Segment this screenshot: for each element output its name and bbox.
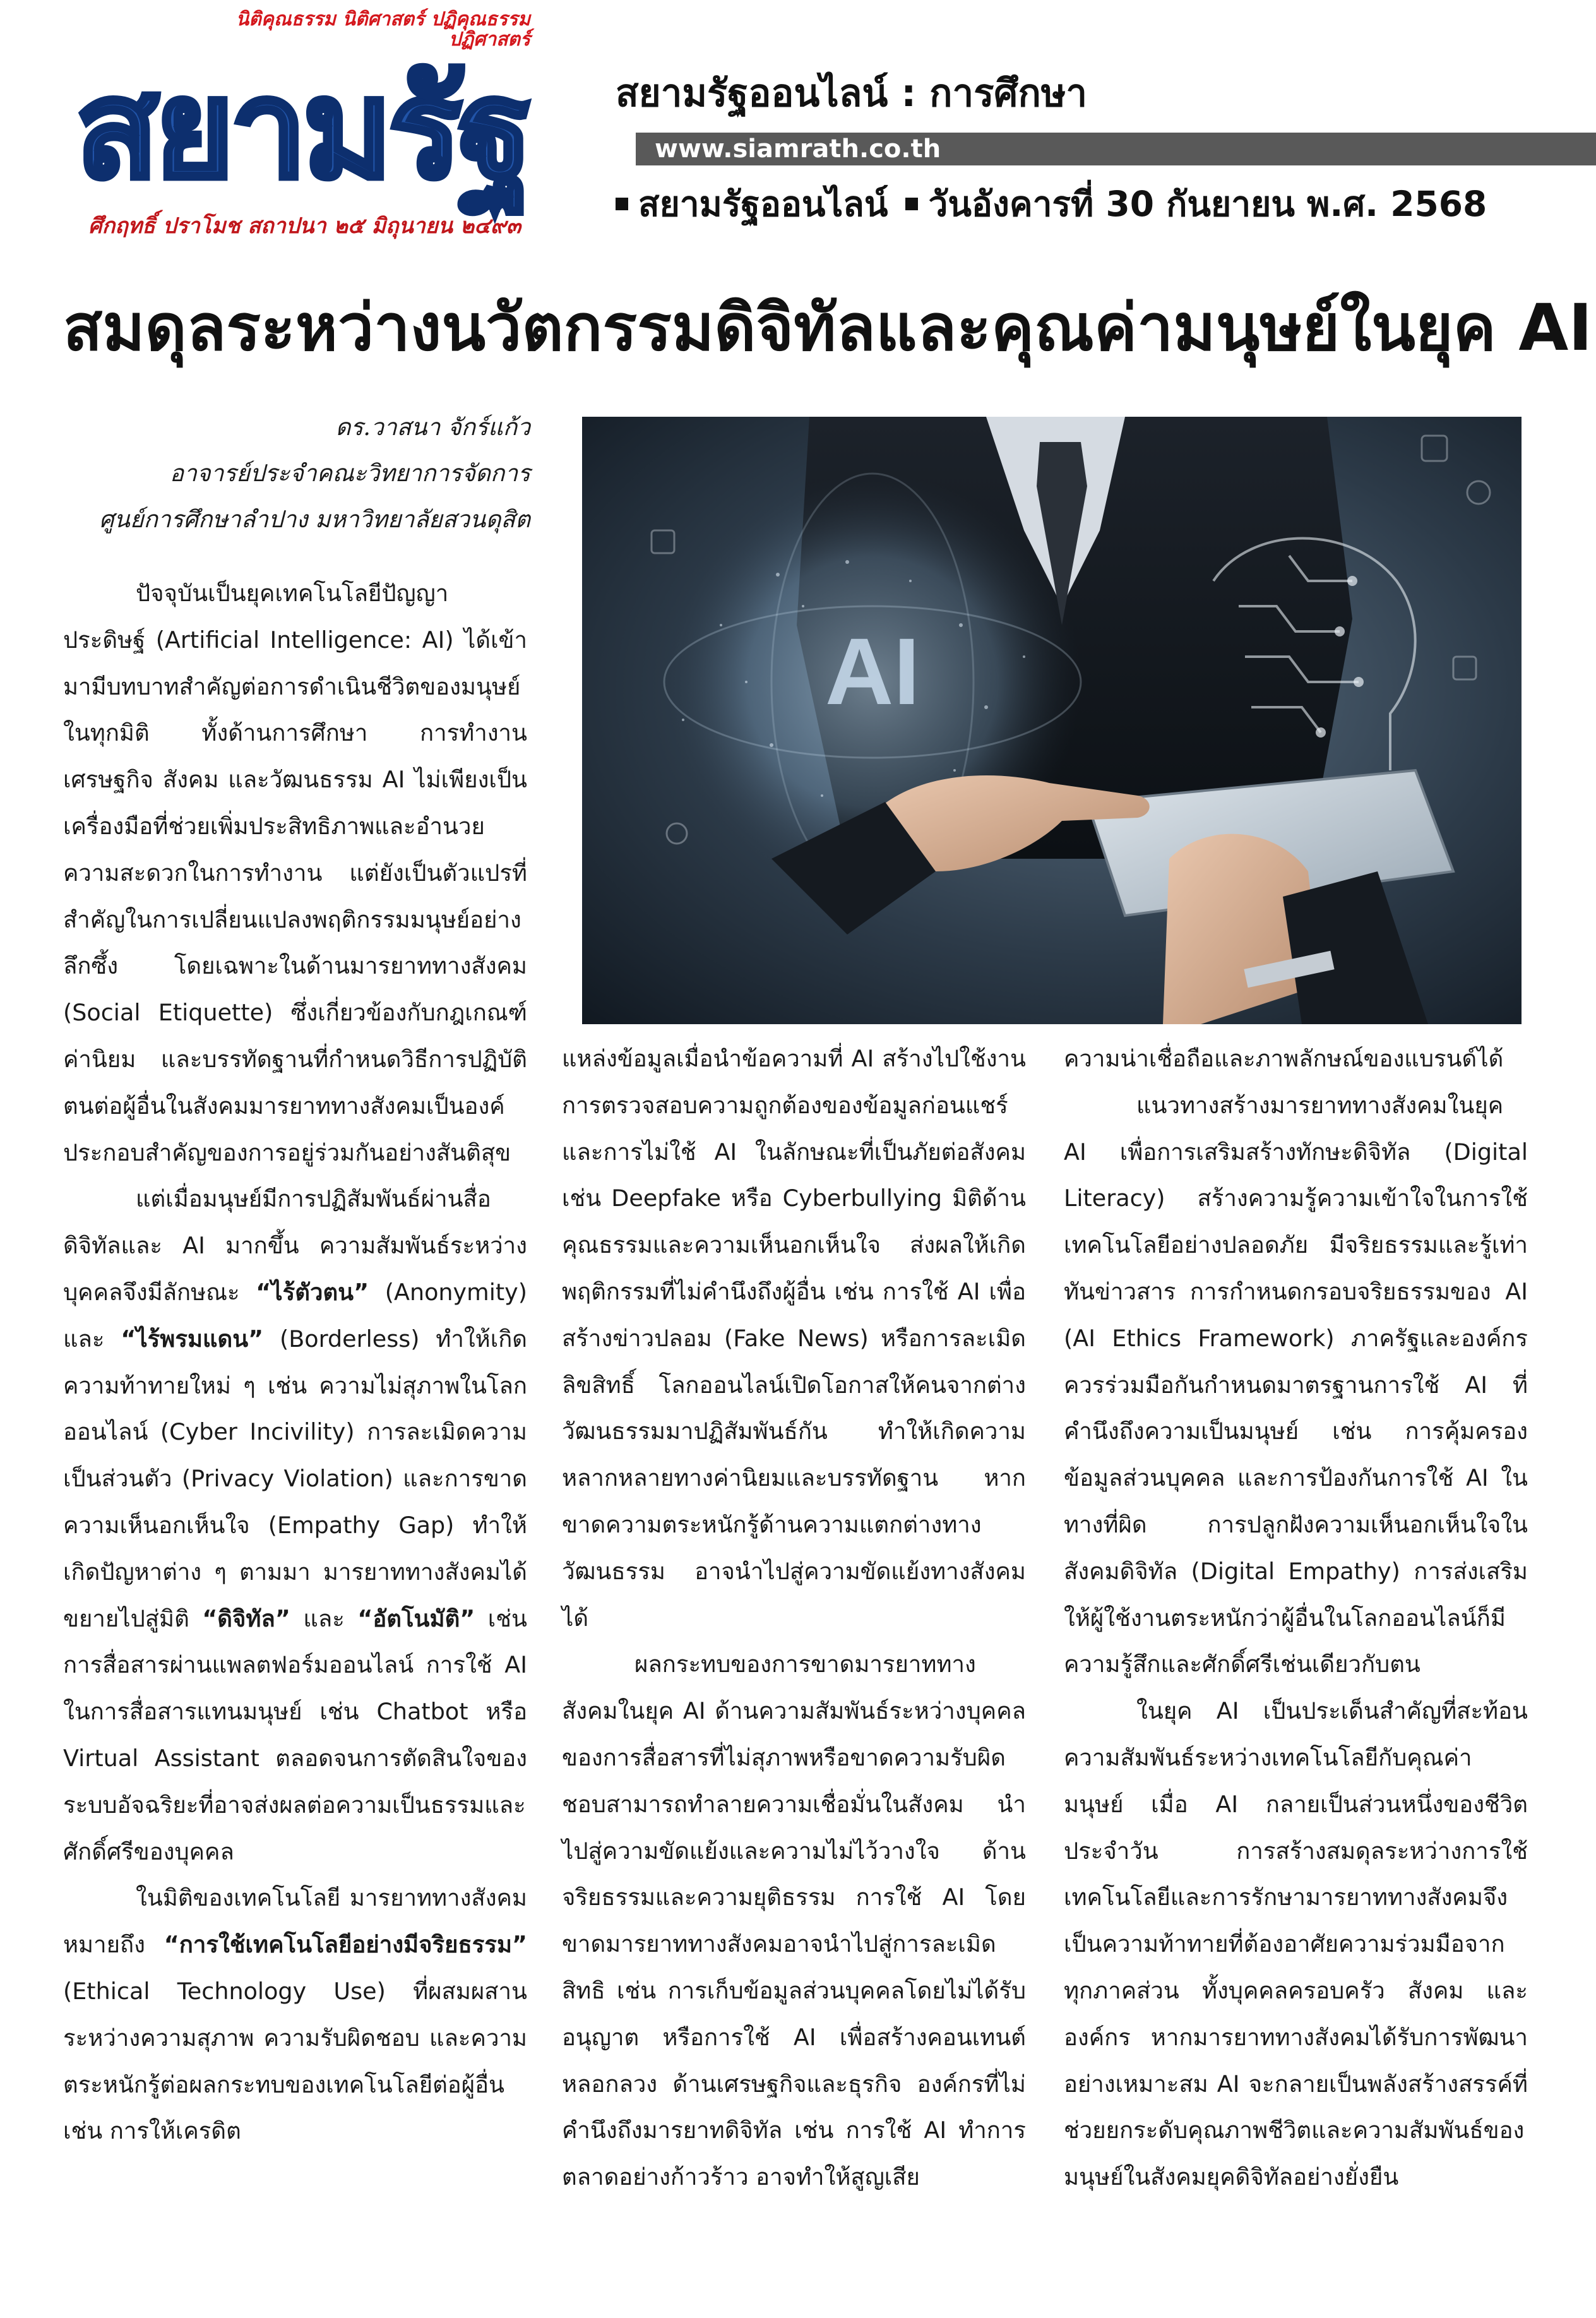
siamrath-logo [76, 9, 543, 253]
logo-founded-line: ศึกฤทธิ์ ปราโมช สถาปนา ๒๕ มิถุนายน ๒๔๙๓ [88, 213, 521, 239]
paragraph: ในมิติของเทคโนโลยี มารยาททางสังคม หมายถึง “การใช้เทคโนโลยีอย่างมีจริยธรรม” (Ethical Technology Use) ที่ผสมผสานระหว่างความสุภาพ ความรับผิดชอบ และความตระหนักรู้ต่อผลกระทบของเทคโนโลยีต่อผู้อื่น เช่น การให้เครดิต [63, 1884, 527, 2145]
paragraph: แนวทางสร้างมารยาททางสังคมในยุค AI เพื่อการเสริมสร้างทักษะดิจิทัล (Digital Literacy) สร้างความรู้ความเข้าใจในการใช้เทคโนโลยีอย่างปลอดภัย มีจริยธรรมและรู้เท่าทันข่าวสาร การกำหนดกรอบจริยธรรมของ AI (AI Ethics Framework) ภาครัฐและองค์กรควรร่วมมือกันกำหนดมาตรฐานการใช้ AI ที่คำนึงถึงความเป็นมนุษย์ เช่น การคุ้มครองข้อมูลส่วนบุคคล และการป้องกันการใช้ AI ในทางที่ผิด การปลูกฝังความเห็นอกเห็นใจในสังคมดิจิทัล (Digital Empathy) การส่งเสริมให้ผู้ใช้งานตระหนักว่าผู้อื่นในโลกออนไลน์ก็มีความรู้สึกและศักดิ์ศรีเช่นเดียวกับตน [1064, 1091, 1528, 1678]
author-affiliation: ศูนย์การศึกษาลำปาง มหาวิทยาลัยสวนดุสิต [99, 506, 530, 533]
paragraph: ในยุค AI เป็นประเด็นสำคัญที่สะท้อนความสัมพันธ์ระหว่างเทคโนโลยีกับคุณค่ามนุษย์ เมื่อ AI กลายเป็นส่วนหนึ่งของชีวิตประจำวัน การสร้างสมดุลระหว่างการใช้เทคโนโลยีและการรักษามารยาททางสังคมจึงเป็นความท้าทายที่ต้องอาศัยความร่วมมือจากทุกภาคส่วน ทั้งบุคคลครอบครัว สังคม และองค์กร หากมารยาททางสังคมได้รับการพัฒนาอย่างเหมาะสม AI จะกลายเป็นพลังสร้างสรรค์ที่ช่วยยกระดับคุณภาพชีวิตและความสัมพันธ์ของมนุษย์ในสังคมยุคดิจิทัลอย่างยั่งยืน [1064, 1697, 1528, 2191]
publish-date: วันอังคารที่ 30 กันยายน พ.ศ. 2568 [928, 184, 1487, 224]
source-name: สยามรัฐออนไลน์ [638, 184, 888, 224]
article-column-1 [63, 570, 527, 2154]
paragraph: แหล่งข้อมูลเมื่อนำข้อความที่ AI สร้างไปใช้งาน การตรวจสอบความถูกต้องของข้อมูลก่อนแชร์ และการไม่ใช้ AI ในลักษณะที่เป็นภัยต่อสังคม เช่น Deepfake หรือ Cyberbullying มิติด้านคุณธรรมและความเห็นอกเห็นใจ ส่งผลให้เกิดพฤติกรรมที่ไม่คำนึงถึงผู้อื่น เช่น การใช้ AI เพื่อสร้างข่าวปลอม (Fake News) หรือการละเมิดลิขสิทธิ์ โลกออนไลน์เปิดโอกาสให้คนจากต่างวัฒนธรรมมาปฏิสัมพันธ์กัน ทำให้เกิดความหลากหลายทางค่านิยมและบรรทัดฐาน หากขาดความตระหนักรู้ด้านความแตกต่างทางวัฒนธรรม อาจนำไปสู่ความขัดแย้งทางสังคมได้ [562, 1045, 1026, 1632]
site-url[interactable]: www.siamrath.co.th [655, 134, 941, 164]
paragraph: แต่เมื่อมนุษย์มีการปฏิสัมพันธ์ผ่านสื่อดิจิทัลและ AI มากขึ้น ความสัมพันธ์ระหว่างบุคคลจึงมีลักษณะ “ไร้ตัวตน” (Anonymity) และ “ไร้พรมแดน” (Borderless) ทำให้เกิดความท้าทายใหม่ ๆ เช่น ความไม่สุภาพในโลกออนไลน์ (Cyber Incivility) การละเมิดความเป็นส่วนตัว (Privacy Violation) และการขาดความเห็นอกเห็นใจ (Empathy Gap) ทำให้เกิดปัญหาต่าง ๆ ตามมา มารยาททางสังคมได้ขยายไปสู่มิติ “ดิจิทัล” และ “อัตโนมัติ” เช่น การสื่อสารผ่านแพลตฟอร์มออนไลน์ การใช้ AI ในการสื่อสารแทนมนุษย์ เช่น Chatbot หรือ Virtual Assistant ตลอดจนการตัดสินใจของระบบอัจฉริยะที่อาจส่งผลต่อความเป็นธรรมและศักดิ์ศรีของบุคคล [63, 1185, 528, 1865]
ai-text-on-globe: AI [825, 618, 920, 724]
author-role: อาจารย์ประจำคณะวิทยาการจัดการ [169, 460, 530, 487]
author-name: ดร.วาสนา จักร์แก้ว [335, 414, 530, 441]
section-title: สยามรัฐออนไลน์ : การศึกษา [616, 71, 1088, 116]
logo-wordmark: สยามรัฐ [76, 49, 529, 208]
article-photo [582, 417, 1522, 1024]
ai-businessman-illustration [582, 417, 1522, 1024]
url-bar [622, 133, 1596, 165]
paragraph: ผลกระทบของการขาดมารยาททางสังคมในยุค AI ด้านความสัมพันธ์ระหว่างบุคคลของการสื่อสารที่ไม่สุภาพหรือขาดความรับผิดชอบสามารถทำลายความเชื่อมั่นในสังคม นำไปสู่ความขัดแย้งและความไม่ไว้วางใจ ด้านจริยธรรมและความยุติธรรม การใช้ AI โดยขาดมารยาททางสังคมอาจนำไปสู่การละเมิดสิทธิ เช่น การเก็บข้อมูลส่วนบุคคลโดยไม่ได้รับอนุญาต หรือการใช้ AI เพื่อสร้างคอนเทนต์หลอกลวง ด้านเศรษฐกิจและธุรกิจ องค์กรที่ไม่คำนึงถึงมารยาทดิจิทัล เช่น การใช้ AI ทำการตลาดอย่างก้าวร้าว อาจทำให้สูญเสีย [562, 1651, 1026, 2191]
article-column-2 [562, 1036, 1026, 2201]
article-headline: สมดุลระหว่างนวัตกรรมดิจิทัลและคุณค่ามนุษย์ในยุค AI [63, 290, 1593, 366]
logo-tagline: นิติคุณธรรม นิติศาสตร์ ปฏิคุณธรรม ปฏิศาสตร์ [235, 8, 530, 51]
paragraph: ปัจจุบันเป็นยุคเทคโนโลยีปัญญาประดิษฐ์ (Artificial Intelligence: AI) ได้เข้ามามีบทบาทสำคัญต่อการดำเนินชีวิตของมนุษย์ในทุกมิติ ทั้งด้านการศึกษา การทำงาน เศรษฐกิจ สังคม และวัฒนธรรม AI ไม่เพียงเป็นเครื่องมือที่ช่วยเพิ่มประสิทธิภาพและอำนวยความสะดวกในการทำงาน แต่ยังเป็นตัวแปรที่สำคัญในการเปลี่ยนแปลงพฤติกรรมมนุษย์อย่างลึกซึ้ง โดยเฉพาะในด้านมารยาททางสังคม (Social Etiquette) ซึ่งเกี่ยวข้องกับกฎเกณฑ์ ค่านิยม และบรรทัดฐานที่กำหนดวิธีการปฏิบัติตนต่อผู้อื่นในสังคมมารยาททางสังคมเป็นองค์ประกอบสำคัญของการอยู่ร่วมกันอย่างสันติสุข [63, 580, 527, 1166]
author-block [63, 404, 530, 542]
paragraph: ความน่าเชื่อถือและภาพลักษณ์ของแบรนด์ได้ [1064, 1045, 1504, 1072]
square-bullet-icon [905, 198, 918, 210]
date-line [616, 176, 1487, 232]
article-column-3 [1064, 1036, 1528, 2201]
square-bullet-icon [616, 198, 628, 210]
